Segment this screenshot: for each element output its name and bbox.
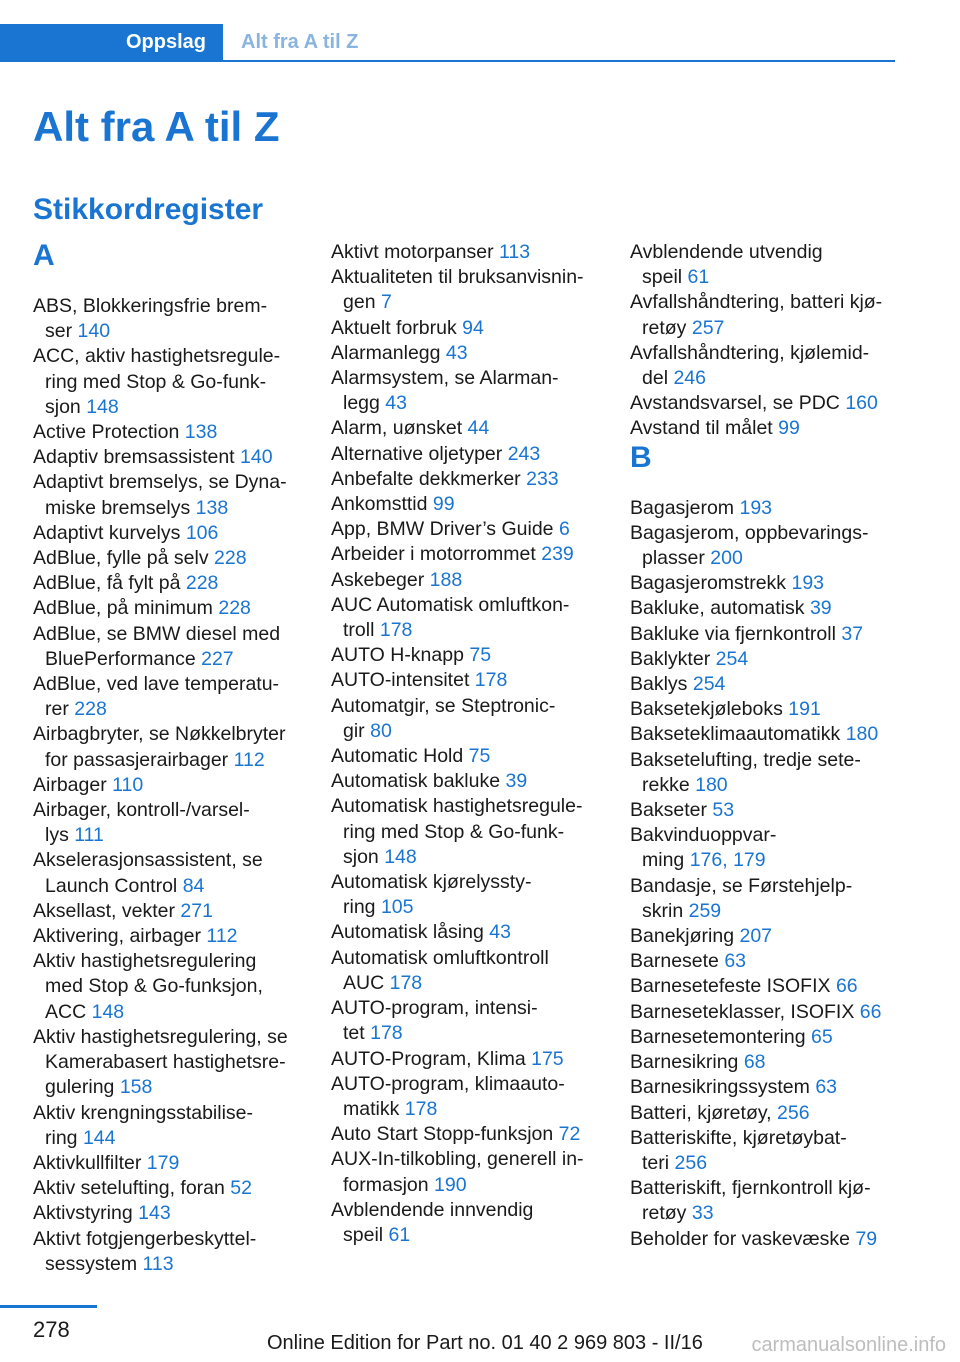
entry-text: ACC <box>45 1000 87 1023</box>
index-entry <box>630 974 900 999</box>
entry-text: Automatisk kjørelyssty- <box>331 871 532 894</box>
footer-rule <box>0 1305 97 1308</box>
page-reference-link[interactable]: 140 <box>240 446 273 469</box>
index-entry <box>630 521 900 571</box>
entry-text: sessystem <box>45 1252 138 1275</box>
entry-text: Baksetelufting, tredje sete- <box>630 748 861 771</box>
page-reference-link[interactable]: 144 <box>82 1126 116 1149</box>
index-entry <box>33 672 303 722</box>
page-reference-link[interactable]: 228 <box>74 698 107 721</box>
index-entry <box>33 1227 303 1277</box>
page-reference-link[interactable]: 179 <box>146 1151 180 1174</box>
entry-text: ring <box>343 896 376 919</box>
page-reference-link[interactable]: 110 <box>112 773 144 796</box>
page-reference-link[interactable]: 112 <box>206 925 238 948</box>
page-reference-link[interactable]: 257 <box>691 316 725 339</box>
entry-text: Batteri, kjøretøy, <box>630 1101 772 1124</box>
index-entry <box>331 643 601 668</box>
page-reference-link[interactable]: 228 <box>218 597 251 620</box>
entry-text: Aktivt motorpanser <box>331 241 494 263</box>
index-entry <box>33 848 303 898</box>
page-reference-link[interactable]: 271 <box>180 899 213 922</box>
entry-text: AUTO H-knapp <box>331 644 464 667</box>
index-entry <box>33 521 303 546</box>
page-reference-link[interactable]: 176, 179 <box>689 849 766 872</box>
page-reference-link[interactable]: 63 <box>815 1076 838 1099</box>
index-entry <box>630 672 900 697</box>
index-entry <box>630 416 900 441</box>
index-entry <box>331 744 601 769</box>
page-reference-link[interactable]: 75 <box>469 644 492 667</box>
index-entry <box>33 420 303 445</box>
index-entry <box>33 571 303 596</box>
page-reference-link[interactable]: 148 <box>86 395 119 418</box>
entry-text: Automatisk hastighetsregule- <box>331 795 583 818</box>
entry-text: Aktiv krengningsstabilise- <box>33 1101 254 1124</box>
entry-text: sjon <box>343 845 379 868</box>
page-reference-link[interactable]: 105 <box>380 896 414 919</box>
entry-text: Airbager, kontroll-/varsel- <box>33 799 250 822</box>
entry-text: ACC, aktiv hastighetsregule- <box>33 345 281 368</box>
index-entry <box>33 899 303 924</box>
page-reference-link[interactable]: 178 <box>389 971 423 994</box>
page-reference-link[interactable]: 39 <box>505 770 528 793</box>
entry-text: AUTO-program, klimaauto- <box>331 1072 565 1095</box>
page-reference-link[interactable]: 61 <box>388 1223 411 1246</box>
entry-text: Arbeider i motorrommet <box>331 543 536 566</box>
entry-text: Avstand til målet <box>630 417 773 440</box>
entry-text: AdBlue, ved lave temperatu- <box>33 673 280 696</box>
page-reference-link[interactable]: 138 <box>195 496 229 519</box>
page-reference-link[interactable]: 178 <box>404 1097 438 1120</box>
index-entry <box>33 294 303 344</box>
entry-text: Bakvinduoppvar- <box>630 824 777 847</box>
index-entry <box>630 1050 900 1075</box>
entry-text: med Stop & Go-funksjon, <box>45 975 263 998</box>
page-reference-link[interactable]: 138 <box>184 421 218 444</box>
entry-text: Alarmanlegg <box>331 341 441 364</box>
index-entry <box>33 344 303 420</box>
page-reference-link[interactable]: 99 <box>432 493 455 516</box>
entry-text: Aktivering, airbager <box>33 925 201 948</box>
entry-text: AUC Automatisk omluftkon- <box>331 593 570 616</box>
entry-text: Adaptivt kurvelys <box>33 521 181 544</box>
index-entry <box>331 467 601 492</box>
entry-text: sjon <box>45 395 81 418</box>
page-reference-link[interactable]: 68 <box>743 1051 766 1074</box>
page-reference-link[interactable]: 61 <box>687 266 710 289</box>
page-reference-link[interactable]: 180 <box>695 773 728 796</box>
entry-text: Anbefalte dekkmerker <box>331 467 521 490</box>
index-entry <box>33 1176 303 1201</box>
index-entry <box>33 445 303 470</box>
entry-text: AdBlue, på minimum <box>33 597 213 620</box>
page-reference-link[interactable]: 227 <box>201 647 234 670</box>
entry-text: matikk <box>343 1097 400 1120</box>
page-reference-link[interactable]: 37 <box>841 622 864 645</box>
entry-text: Baklykter <box>630 647 711 670</box>
entry-text: Active Protection <box>33 421 180 444</box>
page-reference-link[interactable]: 63 <box>724 950 747 973</box>
index-entry <box>331 442 601 467</box>
section-letter: B <box>630 440 652 474</box>
page-title: Alt fra A til Z <box>33 103 280 150</box>
index-entry <box>331 240 601 265</box>
page-reference-link[interactable]: 72 <box>558 1123 581 1146</box>
entry-text: Aktualiteten til bruksanvisnin- <box>331 266 584 289</box>
entry-text: Aksellast, vekter <box>33 899 175 922</box>
page-subtitle: Stikkordregister <box>33 193 264 226</box>
page-reference-link[interactable]: 53 <box>712 799 735 822</box>
index-entry <box>630 949 900 974</box>
page-reference-link[interactable]: 6 <box>558 518 570 541</box>
entry-text: Avstandsvarsel, se PDC <box>630 392 840 415</box>
entry-text: troll <box>343 619 375 642</box>
index-entry <box>630 341 900 391</box>
page-reference-link[interactable]: 178 <box>474 669 508 692</box>
page-reference-link[interactable]: 158 <box>119 1076 153 1099</box>
entry-text: Alarmsystem, se Alarman- <box>331 367 559 390</box>
page-reference-link[interactable]: 44 <box>467 417 490 440</box>
entry-text: AUTO-intensitet <box>331 669 470 692</box>
index-entry <box>33 773 303 798</box>
entry-text: ming <box>642 849 685 872</box>
index-entry <box>331 593 601 643</box>
index-entry <box>33 949 303 1025</box>
page-reference-link[interactable]: 43 <box>445 341 468 364</box>
entry-text: ABS, Blokkeringsfrie brem- <box>33 295 268 317</box>
entry-text: Barnesete <box>630 950 719 973</box>
index-entry <box>331 316 601 341</box>
index-entry <box>331 416 601 441</box>
index-entry <box>33 798 303 848</box>
index-entry <box>33 546 303 571</box>
entry-text: Airbager <box>33 773 107 796</box>
entry-text: rekke <box>642 773 690 796</box>
entry-text: ring <box>45 1126 78 1149</box>
entry-text: Aktivt fotgjengerbeskyttel- <box>33 1227 257 1250</box>
index-entry <box>331 492 601 517</box>
watermark: carmanualsonline.info <box>751 1334 946 1356</box>
index-entry <box>331 870 601 920</box>
index-entry <box>331 769 601 794</box>
index-entry <box>331 794 601 870</box>
entry-text: AUTO-program, intensi- <box>331 997 538 1020</box>
page-reference-link[interactable]: 190 <box>434 1173 467 1196</box>
index-entry <box>33 596 303 621</box>
page-reference-link[interactable]: 193 <box>739 496 773 519</box>
entry-text: Baksetekjøleboks <box>630 698 783 721</box>
entry-text: Avfallshåndtering, batteri kjø- <box>630 291 883 314</box>
page-reference-link[interactable]: 33 <box>691 1202 714 1225</box>
index-entry <box>33 924 303 949</box>
entry-text: Avblendende utvendig <box>630 241 823 263</box>
index-entry <box>630 571 900 596</box>
page-reference-link[interactable]: 113 <box>498 241 531 263</box>
index-entry <box>630 1025 900 1050</box>
page-reference-link[interactable]: 178 <box>379 619 413 642</box>
page-reference-link[interactable]: 112 <box>233 748 265 771</box>
page-reference-link[interactable]: 43 <box>385 392 407 415</box>
entry-text: Automatisk omluftkontroll <box>331 946 549 969</box>
entry-text: for passasjerairbager <box>45 748 229 771</box>
index-entry <box>33 470 303 520</box>
section-letter: A <box>33 239 55 272</box>
index-entry <box>33 622 303 672</box>
page-reference-link[interactable]: 80 <box>370 719 392 742</box>
entry-text: AUX-In-tilkobling, generell in- <box>331 1148 584 1171</box>
index-entry <box>331 517 601 542</box>
page-reference-link[interactable]: 178 <box>370 1022 403 1045</box>
page-reference-link[interactable]: 52 <box>230 1177 252 1200</box>
page-reference-link[interactable]: 143 <box>138 1202 171 1225</box>
page-reference-link[interactable]: 160 <box>845 392 878 415</box>
page-reference-link[interactable]: 259 <box>688 899 722 922</box>
entry-text: ring med Stop & Go-funk- <box>343 820 565 843</box>
index-entry <box>331 568 601 593</box>
index-entry <box>331 265 601 315</box>
page-reference-link[interactable]: 7 <box>380 291 392 314</box>
entry-text: Automatgir, se Steptronic- <box>331 694 556 717</box>
page-reference-link[interactable]: 75 <box>468 745 491 768</box>
entry-text: Kamerabasert hastighetsre- <box>45 1051 286 1074</box>
page-reference-link[interactable]: 191 <box>788 698 821 721</box>
page-reference-link[interactable]: 99 <box>778 417 800 440</box>
page-reference-link[interactable]: 193 <box>791 572 825 595</box>
entry-text: tet <box>343 1022 365 1045</box>
index-entry <box>630 1227 900 1252</box>
entry-text: AUTO-Program, Klima <box>331 1047 526 1070</box>
entry-text: ser <box>45 320 73 343</box>
index-entry <box>630 1176 900 1226</box>
page-reference-link[interactable]: 207 <box>739 925 773 948</box>
index-entry <box>33 1151 303 1176</box>
page-reference-link[interactable]: 243 <box>507 442 541 465</box>
entry-text: AdBlue, fylle på selv <box>33 547 209 570</box>
entry-text: lys <box>45 824 69 847</box>
entry-text: plasser <box>642 547 705 570</box>
entry-text: Barneseteklasser, ISOFIX <box>630 1000 855 1023</box>
index-entry <box>331 920 601 945</box>
entry-text: Baklys <box>630 673 688 696</box>
page-reference-link[interactable]: 200 <box>710 547 743 570</box>
index-entry <box>331 1198 601 1248</box>
entry-text: Banekjøring <box>630 925 735 948</box>
entry-text: Barnesetefeste ISOFIX <box>630 975 831 998</box>
page-reference-link[interactable]: 246 <box>673 367 706 390</box>
entry-text: Bagasjeromstrekk <box>630 572 787 595</box>
entry-text: miske bremselys <box>45 496 191 519</box>
entry-text: Airbagbryter, se Nøkkelbryter <box>33 723 286 746</box>
page-reference-link[interactable]: 254 <box>715 647 749 670</box>
index-entry <box>33 1101 303 1151</box>
entry-text: Batteriskift, fjernkontroll kjø- <box>630 1177 871 1200</box>
entry-text: legg <box>343 392 380 415</box>
index-entry <box>630 647 900 672</box>
entry-text: Auto Start Stopp-funksjon <box>331 1123 554 1146</box>
index-entry <box>331 668 601 693</box>
index-entry <box>331 1047 601 1072</box>
entry-text: Alternative oljetyper <box>331 442 503 465</box>
page-reference-link[interactable]: 113 <box>142 1252 174 1275</box>
entry-text: Batteriskifte, kjøretøybat- <box>630 1126 847 1149</box>
index-entry <box>630 697 900 722</box>
index-column-2 <box>331 240 601 1248</box>
index-entry <box>33 1201 303 1226</box>
tab-alt-fra-a-til-z[interactable]: Alt fra A til Z <box>241 30 359 53</box>
entry-text: Adaptivt bremselys, se Dyna- <box>33 471 287 494</box>
page-reference-link[interactable]: 106 <box>185 521 219 544</box>
entry-text: Akselerasjonsassistent, se <box>33 849 263 872</box>
entry-text: teri <box>642 1151 670 1174</box>
page-reference-link[interactable]: 228 <box>214 547 247 570</box>
entry-text: retøy <box>642 316 687 339</box>
index-entry <box>630 798 900 823</box>
index-entry <box>630 391 900 416</box>
page-reference-link[interactable]: 175 <box>531 1047 564 1070</box>
entry-text: skrin <box>642 899 684 922</box>
index-entry <box>33 1025 303 1101</box>
index-entry <box>630 748 900 798</box>
entry-text: BluePerformance <box>45 647 196 670</box>
index-entry <box>331 366 601 416</box>
index-entry <box>630 722 900 747</box>
entry-text: rer <box>45 698 69 721</box>
entry-text: formasjon <box>343 1173 429 1196</box>
entry-text: Ankomsttid <box>331 493 428 516</box>
entry-text: Barnesetemontering <box>630 1025 806 1048</box>
page-reference-link[interactable]: 180 <box>845 723 879 746</box>
entry-text: AUC <box>343 971 385 994</box>
index-entry <box>331 1072 601 1122</box>
page-reference-link[interactable]: 233 <box>526 467 559 490</box>
index-column-3 <box>630 240 900 1252</box>
entry-text: retøy <box>642 1202 687 1225</box>
entry-text: Avblendende innvendig <box>331 1198 534 1221</box>
page-reference-link[interactable]: 148 <box>384 845 417 868</box>
entry-text: del <box>642 367 669 390</box>
index-entry <box>630 1101 900 1126</box>
entry-text: speil <box>642 266 683 289</box>
edition-note: Online Edition for Part no. 01 40 2 969 803 - II/16 <box>267 1332 703 1354</box>
entry-text: ring med Stop & Go-funk- <box>45 370 267 393</box>
page-reference-link[interactable]: 254 <box>692 673 726 696</box>
entry-text: Bakluke via fjernkontroll <box>630 622 836 645</box>
index-entry <box>630 622 900 647</box>
index-entry <box>630 596 900 621</box>
entry-text: gulering <box>45 1076 115 1099</box>
entry-text: Alarm, uønsket <box>331 417 463 440</box>
entry-text: Bagasjerom <box>630 496 735 519</box>
index-entry <box>630 1000 900 1025</box>
entry-text: Aktuelt forbruk <box>331 316 457 339</box>
index-entry <box>630 1126 900 1176</box>
index-entry <box>331 694 601 744</box>
entry-text: Avfallshåndtering, kjølemid- <box>630 341 870 364</box>
entry-text: gen <box>343 291 376 314</box>
entry-text: Beholder for vaskevæske <box>630 1227 851 1250</box>
tab-oppslag[interactable]: Oppslag <box>0 24 223 60</box>
entry-text: Automatisk låsing <box>331 921 484 944</box>
index-entry <box>630 240 900 290</box>
entry-text: Aktiv hastighetsregulering, se <box>33 1025 288 1048</box>
index-entry <box>331 1147 601 1197</box>
entry-text: speil <box>343 1223 384 1246</box>
entry-text: AdBlue, få fylt på <box>33 572 181 595</box>
page-reference-link[interactable]: 239 <box>541 543 574 566</box>
entry-text: Adaptiv bremsassistent <box>33 446 235 469</box>
index-entry <box>630 823 900 873</box>
page-reference-link[interactable]: 256 <box>777 1101 810 1124</box>
entry-text: Aktivkullfilter <box>33 1151 142 1174</box>
index-entry <box>331 542 601 567</box>
entry-text: Aktiv hastighetsregulering <box>33 950 257 973</box>
page-reference-link[interactable]: 84 <box>182 874 205 897</box>
page-reference-link[interactable]: 79 <box>855 1227 878 1250</box>
page-reference-link[interactable]: 111 <box>74 824 104 847</box>
entry-text: App, BMW Driver’s Guide <box>331 518 554 541</box>
entry-text: Bandasje, se Førstehjelp- <box>630 874 853 897</box>
index-entry <box>630 874 900 924</box>
page-reference-link[interactable]: 148 <box>91 1000 125 1023</box>
index-entry <box>630 1075 900 1100</box>
page-reference-link[interactable]: 256 <box>674 1151 708 1174</box>
index-column-1 <box>33 240 303 1277</box>
entry-text: Bakseteklimaautomatikk <box>630 723 841 746</box>
entry-text: Launch Control <box>45 874 178 897</box>
page-number: 278 <box>33 1317 70 1342</box>
index-entry <box>630 496 900 521</box>
page-reference-link[interactable]: 43 <box>489 921 511 944</box>
entry-text: Aktivstyring <box>33 1202 133 1225</box>
entry-text: Aktiv setelufting, foran <box>33 1177 225 1200</box>
entry-text: Askebeger <box>331 568 425 591</box>
entry-text: Automatisk bakluke <box>331 770 501 793</box>
entry-text: Automatic Hold <box>331 745 464 768</box>
entry-text: Bakseter <box>630 799 707 822</box>
entry-text: gir <box>343 719 365 742</box>
entry-text: Barnesikringssystem <box>630 1076 810 1099</box>
entry-text: Bakluke, automatisk <box>630 597 805 620</box>
page-reference-link[interactable]: 94 <box>462 316 484 339</box>
index-entry <box>630 924 900 949</box>
entry-text: Barnesikring <box>630 1051 739 1074</box>
index-entry <box>331 996 601 1046</box>
page-reference-link[interactable]: 66 <box>835 975 858 998</box>
page-reference-link[interactable]: 228 <box>185 572 219 595</box>
header-bar <box>0 24 895 62</box>
index-entry <box>33 722 303 772</box>
page-reference-link[interactable]: 65 <box>811 1025 833 1048</box>
index-entry <box>630 290 900 340</box>
page-reference-link[interactable]: 66 <box>859 1000 882 1023</box>
index-entry <box>331 946 601 996</box>
page-reference-link[interactable]: 188 <box>429 568 463 591</box>
page-reference-link[interactable]: 39 <box>809 597 832 620</box>
index-entry <box>331 341 601 366</box>
index-entry <box>331 1122 601 1147</box>
entry-text: AdBlue, se BMW diesel med <box>33 622 281 645</box>
page-reference-link[interactable]: 140 <box>77 320 111 343</box>
entry-text: Bagasjerom, oppbevarings- <box>630 521 869 544</box>
header-rule <box>0 60 895 62</box>
